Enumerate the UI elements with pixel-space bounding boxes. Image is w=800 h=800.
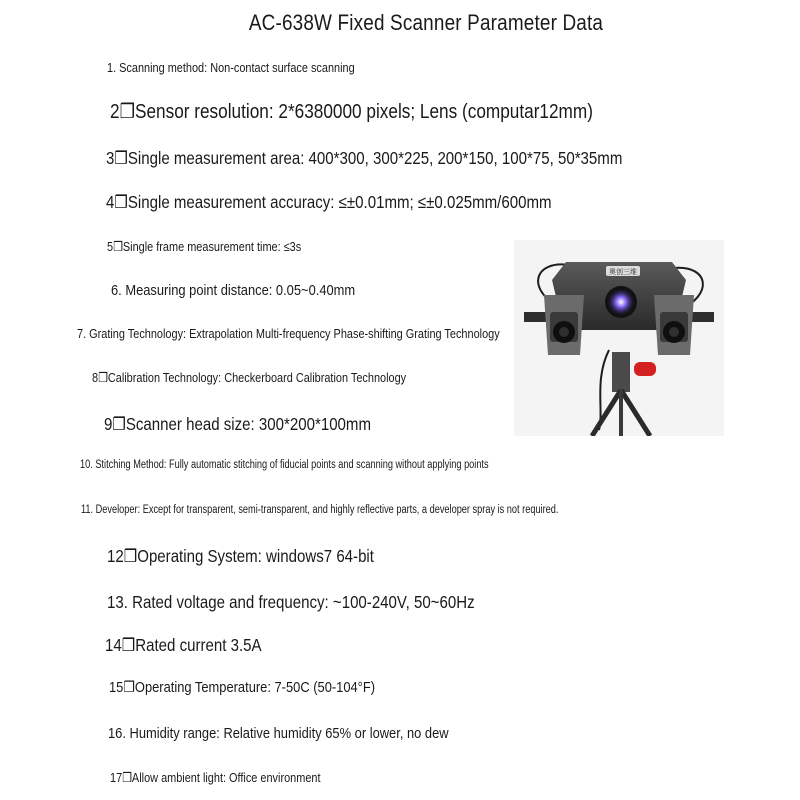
- spec-item: 7. Grating Technology: Extrapolation Multi-frequency Phase-shifting Grating Technology: [77, 326, 500, 341]
- page-title: AC-638W Fixed Scanner Parameter Data: [248, 10, 604, 35]
- spec-item: 13. Rated voltage and frequency: ~100-240V, 50~60Hz: [107, 592, 475, 612]
- red-knob: [634, 362, 656, 376]
- spec-item: 17❒Allow ambient light: Office environment: [110, 770, 321, 785]
- brand-label: 奥创三维: [609, 268, 637, 276]
- spec-item: 14❒Rated current 3.5A: [105, 635, 262, 655]
- spec-item: 10. Stitching Method: Fully automatic stitching of fiducial points and scanning without applying points: [80, 459, 489, 471]
- spec-item: 16. Humidity range: Relative humidity 65% or lower, no dew: [108, 725, 449, 742]
- scanner-photo: [514, 240, 724, 436]
- spec-item: 4❒Single measurement accuracy: ≤±0.01mm; ≤±0.025mm/600mm: [106, 192, 552, 212]
- blue-light-icon: [607, 288, 635, 316]
- scanner-illustration: [514, 240, 724, 436]
- spec-item: 15❒Operating Temperature: 7-50C (50-104°F): [109, 679, 376, 696]
- spec-item: 8❒Calibration Technology: Checkerboard Calibration Technology: [92, 370, 407, 385]
- spec-item: 11. Developer: Except for transparent, semi-transparent, and highly reflective parts, a developer spray is not required.: [81, 504, 559, 516]
- spec-item: 1. Scanning method: Non-contact surface scanning: [107, 60, 355, 75]
- spec-item: 3❒Single measurement area: 400*300, 300*225, 200*150, 100*75, 50*35mm: [106, 148, 623, 168]
- spec-item: 12❒Operating System: windows7 64-bit: [107, 546, 374, 566]
- spec-item: 2❒Sensor resolution: 2*6380000 pixels; Lens (computar12mm): [110, 101, 593, 123]
- spec-item: 9❒Scanner head size: 300*200*100mm: [104, 414, 372, 434]
- tripod-leg: [592, 390, 621, 436]
- spec-item: 6. Measuring point distance: 0.05~0.40mm: [111, 282, 356, 299]
- spec-item: 5❒Single frame measurement time: ≤3s: [107, 239, 302, 254]
- tripod-leg: [621, 390, 650, 436]
- tripod-head: [612, 352, 630, 392]
